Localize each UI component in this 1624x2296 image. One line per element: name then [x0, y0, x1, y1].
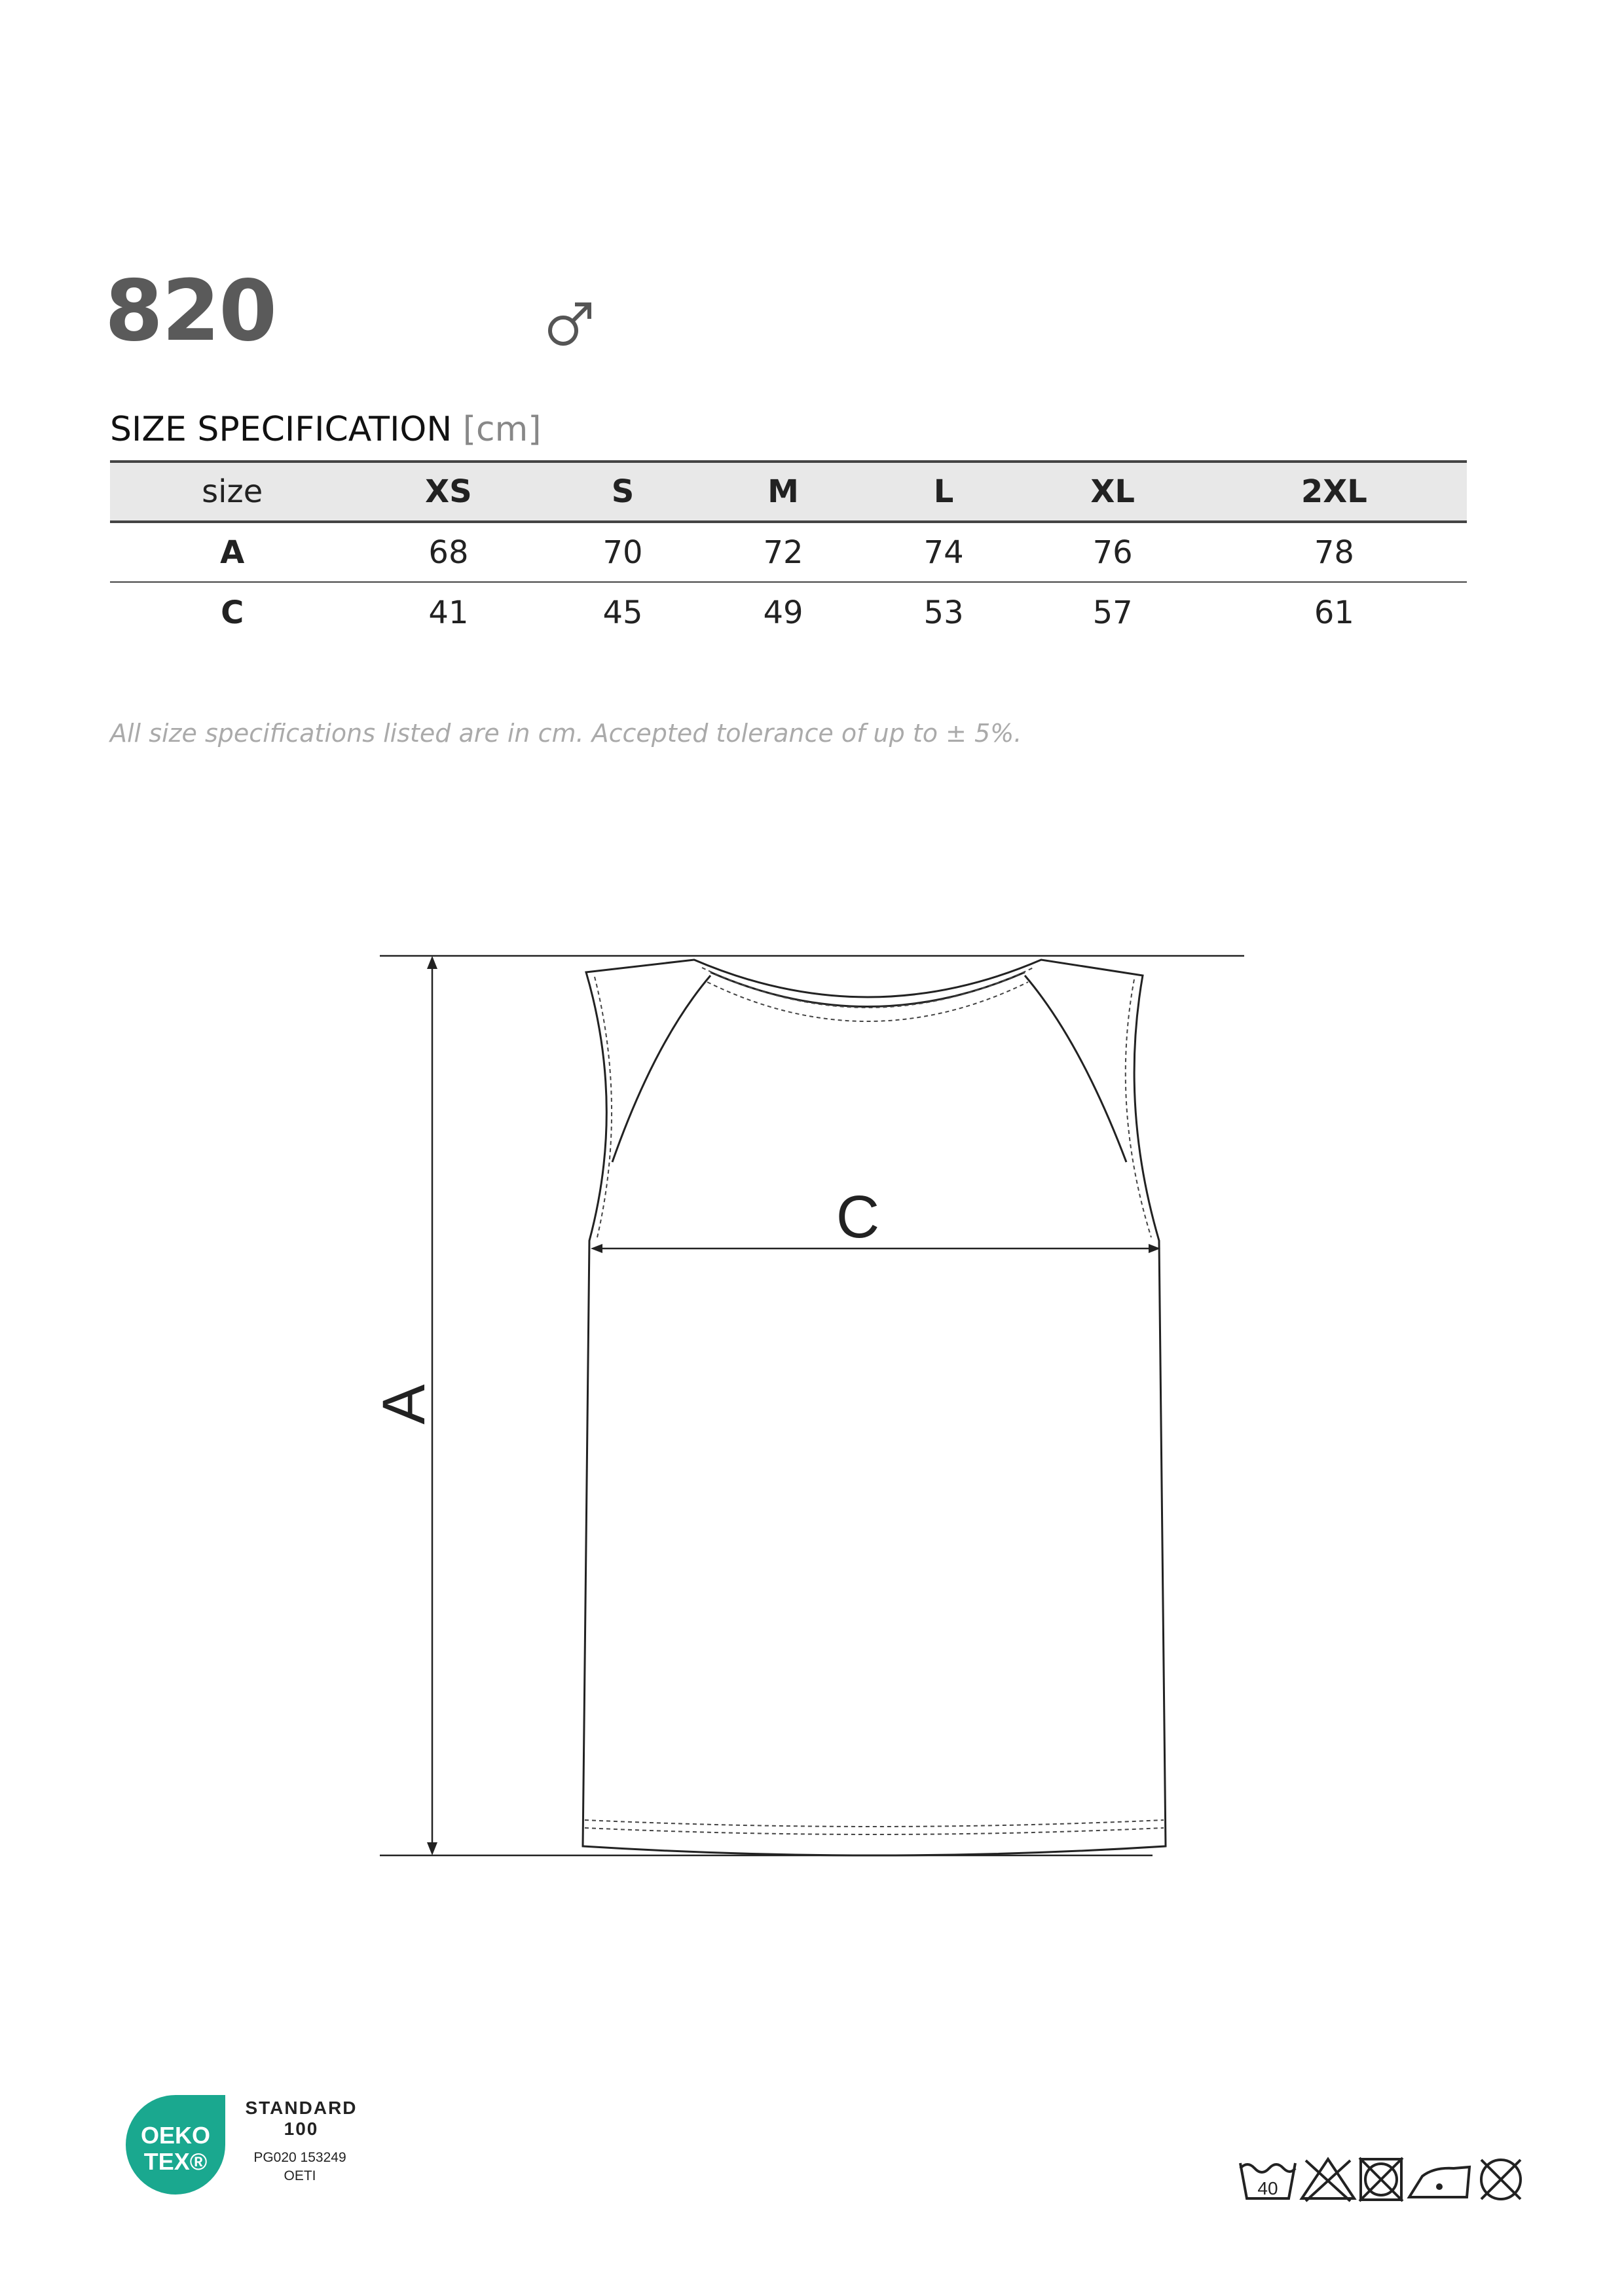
- tolerance-note: All size specifications listed are in cm. Accepted tolerance of up to ± 5%.: [110, 719, 1022, 748]
- row-label: C: [221, 594, 244, 631]
- table-row: [110, 582, 1467, 642]
- table-cell: 45: [602, 594, 643, 631]
- table-cell: 70: [602, 534, 643, 571]
- table-cell: 61: [1314, 594, 1354, 631]
- iron-low-icon: [1409, 2167, 1469, 2197]
- header-xl: XL: [1090, 473, 1135, 510]
- table-cell: 72: [763, 534, 803, 571]
- table-cell: 57: [1092, 594, 1133, 631]
- header-l: L: [933, 473, 954, 510]
- wash-temperature: 40: [1257, 2178, 1278, 2198]
- header-xs: XS: [425, 473, 472, 510]
- table-cell: 68: [428, 534, 469, 571]
- header-s: S: [611, 473, 635, 510]
- no-dry-clean-icon: [1481, 2160, 1521, 2199]
- header-m: M: [767, 473, 799, 510]
- no-bleach-icon: [1302, 2159, 1354, 2201]
- table-cell: 41: [428, 594, 469, 631]
- oeko-tex-certification: [123, 2086, 365, 2204]
- care-symbols: [1238, 2154, 1532, 2206]
- row-label: A: [220, 534, 245, 571]
- oeko-standard: STANDARD: [245, 2098, 358, 2118]
- product-code: 820: [105, 263, 276, 360]
- size-table: [110, 460, 1467, 642]
- table-cell: 76: [1092, 534, 1133, 571]
- size-specification-title: [110, 410, 542, 449]
- table-cell: 74: [923, 534, 964, 571]
- male-symbol-icon: [544, 298, 596, 350]
- table-row: [110, 522, 1467, 582]
- table-cell: 53: [923, 594, 964, 631]
- oeko-code: PG020 153249: [253, 2150, 346, 2165]
- header-size: size: [202, 473, 263, 510]
- table-header-row: [110, 462, 1467, 522]
- table-cell: 78: [1314, 534, 1354, 571]
- oeko-institute: OETI: [284, 2168, 316, 2183]
- table-cell: 49: [763, 594, 803, 631]
- no-tumble-dry-icon: [1359, 2158, 1403, 2201]
- dimension-a-label: A: [371, 1384, 437, 1425]
- dimension-c-label: C: [836, 1184, 880, 1250]
- oeko-number: 100: [284, 2119, 319, 2139]
- header-2xl: 2XL: [1301, 473, 1367, 510]
- oeko-logo-line1: OEKO: [140, 2122, 211, 2149]
- spec-title-text: SIZE SPECIFICATION: [110, 410, 452, 449]
- tank-top-diagram: [367, 936, 1257, 1859]
- spec-unit: [cm]: [462, 410, 542, 449]
- oeko-logo-line2: TEX®: [143, 2148, 208, 2175]
